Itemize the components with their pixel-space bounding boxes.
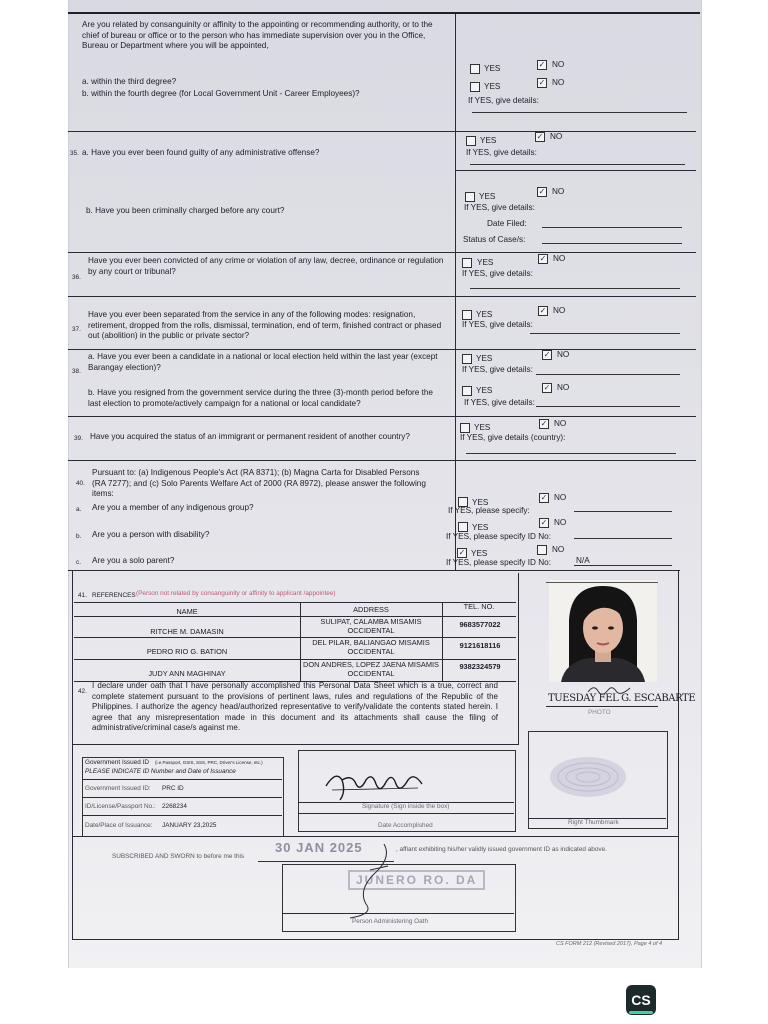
q40b-letter: b. (76, 533, 82, 540)
gov-id-no-label: ID/License/Passport No.: (85, 803, 156, 810)
q34b-no-label: NO (552, 78, 565, 87)
photo-top-line (546, 582, 658, 583)
references-header-bottom (74, 616, 516, 617)
q40b-yes-checkbox[interactable] (458, 522, 468, 532)
q40b-yes-label: YES (472, 523, 489, 532)
photo-label: PHOTO (588, 709, 611, 716)
gov-id-no-value[interactable]: 2268234 (162, 803, 187, 810)
form-footer: CS FORM 212 (Revised 2017), Page 4 of 4 (556, 941, 663, 947)
q38a-yes-label: YES (476, 354, 493, 363)
q34b-yes-label: YES (484, 82, 501, 91)
references-number: 41. (78, 592, 87, 599)
divider (68, 460, 696, 461)
q34b-no-checkbox[interactable]: ✓ (538, 78, 546, 87)
q35b-date-filed-label: Date Filed: (487, 219, 527, 228)
q37-no-checkbox[interactable]: ✓ (539, 306, 547, 315)
declaration-number: 42. (78, 688, 87, 695)
q35b-label: b. Have you been criminally charged before any court? (86, 206, 285, 215)
gov-id-value[interactable]: PRC ID (162, 785, 184, 792)
references-header-address: ADDRESS (353, 605, 389, 614)
reference-name-2: PEDRO RIO G. BATION (146, 647, 228, 656)
top-border (68, 12, 700, 14)
q35b-no-label: NO (552, 187, 565, 196)
divider (68, 252, 696, 253)
reference-name-1: RITCHE M. DAMASIN (150, 627, 224, 636)
q34a-yes-label: YES (484, 64, 501, 73)
reference-tel-3: 9382324579 (459, 662, 501, 671)
references-header-name: NAME (176, 607, 198, 616)
q40b-details-line[interactable] (574, 538, 672, 539)
gov-id-instruction: PLEASE INDICATE ID Number and Date of Issuance (85, 768, 236, 775)
divider (68, 296, 696, 297)
q39-no-label: NO (554, 419, 567, 428)
oath-stamp: JUNERO RO. DA (348, 870, 485, 890)
references-note: (Person not related by consanguinity or affinity to applicant /appointee) (136, 590, 336, 597)
q36-question: Have you ever been convicted of any crime or violation of any law, decree, ordinance or regulation by any court or tribunal? (88, 256, 444, 276)
q34a-no-label: NO (552, 60, 565, 69)
q35-number: 35. (70, 150, 79, 157)
divider (68, 570, 680, 571)
q36-yes-label: YES (477, 258, 494, 267)
q36-number: 36. (72, 274, 81, 281)
q35b-no-checkbox[interactable]: ✓ (538, 187, 546, 196)
q35a-label: a. Have you ever been found guilty of any administrative offense? (82, 148, 320, 157)
q35a-details-label: If YES, give details: (466, 148, 537, 157)
q39-details-label: If YES, give details (country): (460, 433, 566, 442)
q40a-no-label: NO (554, 493, 567, 502)
q37-question: Have you ever been separated from the service in any of the following modes: resignation, retirement, dropped from the rolls, dismissal, termination, end of term, finished contract or phased out (abolition) in the public or private sector? (88, 310, 442, 340)
gov-id-divider (82, 779, 282, 780)
q35b-date-filed-line[interactable] (542, 227, 682, 228)
reference-tel-2: 9121618116 (459, 641, 501, 650)
q35b-yes-checkbox[interactable] (465, 192, 475, 202)
date-accomplished-label: Date Accomplished (378, 822, 433, 829)
thumbprint-icon (546, 752, 630, 802)
oath-label: Person Administering Oath (352, 918, 429, 925)
references-row-divider (74, 659, 516, 660)
q37-details-line[interactable] (530, 333, 680, 334)
q40b-details-label: If YES, please specify ID No: (446, 532, 551, 541)
q35b-status-label: Status of Case/s: (463, 235, 526, 244)
signature-label: Signature (Sign inside the box) (362, 803, 450, 810)
q35a-no-label: NO (550, 132, 563, 141)
q34-question: Are you related by consanguinity or affinity to the appointing or recommending authority, or to the chief of bureau or office or to the person who has immediate supervision over you in the Office, Bureau or Department where you will be appointed, (82, 20, 433, 50)
q35a-no-checkbox[interactable]: ✓ (536, 132, 544, 141)
gov-id-label: Government Issued ID: (85, 785, 151, 792)
q40a-details-line[interactable] (574, 511, 672, 512)
divider (68, 416, 696, 417)
oath-date-stamp: 30 JAN 2025 (275, 840, 363, 855)
q34a-no-checkbox[interactable]: ✓ (538, 60, 546, 69)
q40a-details-label: If YES, please specify: (448, 506, 530, 515)
gov-id-title-note: (i.e.Passport, GSIS, SSS, PRC, Driver's License, etc.) (155, 760, 263, 765)
q38a-yes-checkbox[interactable] (462, 354, 472, 364)
reference-tel-1: 9683577022 (459, 620, 501, 629)
q40b-no-label: NO (554, 518, 567, 527)
divider (68, 131, 696, 132)
q40c-details-line[interactable] (574, 565, 672, 566)
q40c-no-checkbox[interactable] (537, 545, 547, 555)
q40c-letter: c. (76, 559, 81, 566)
q38a-details-line[interactable] (536, 374, 680, 375)
q38b-no-checkbox[interactable]: ✓ (543, 383, 551, 392)
references-title: REFERENCES (92, 592, 136, 599)
reference-address-1: SULIPAT, CALAMBA MISAMIS OCCIDENTAL (320, 617, 422, 635)
q38a-no-checkbox[interactable]: ✓ (543, 350, 551, 359)
q35a-yes-label: YES (480, 136, 497, 145)
q36-details-line[interactable] (470, 288, 680, 289)
q38-number: 38. (72, 368, 81, 375)
q40c-yes-label: YES (471, 549, 488, 558)
oath-top-line (72, 836, 678, 837)
gov-id-divider (82, 815, 282, 816)
q35b-details-label: If YES, give details: (464, 203, 535, 212)
q38b-details-line[interactable] (536, 406, 680, 407)
gov-id-title: Government Issued ID (85, 759, 149, 766)
q34b-label: b. within the fourth degree (for Local Government Unit - Career Employees)? (82, 89, 360, 98)
q38b-no-label: NO (557, 383, 570, 392)
q37-number: 37. (72, 326, 81, 333)
q40-number: 40. (76, 480, 85, 487)
q34-details-line[interactable] (472, 112, 687, 113)
q39-number: 39. (74, 435, 83, 442)
q40a-yes-label: YES (472, 498, 489, 507)
q38a-no-label: NO (557, 350, 570, 359)
oath-signature-icon (344, 840, 394, 920)
q36-details-label: If YES, give details: (462, 269, 533, 278)
q40c-question: Are you a solo parent? (92, 556, 175, 565)
q39-yes-checkbox[interactable] (460, 423, 470, 433)
q37-yes-label: YES (476, 310, 493, 319)
thumbmark-label: Right Thumbmark (568, 819, 619, 826)
gov-id-divider (82, 797, 282, 798)
divider (455, 170, 696, 171)
q38a-question: a. Have you ever been a candidate in a national or local election held within the last year (except Barangay election)? (88, 352, 438, 372)
outer-bottom-border (72, 939, 678, 940)
q34-details-label: If YES, give details: (468, 96, 539, 105)
q38a-details-label: If YES, give details: (462, 365, 533, 374)
declaration-text: I declare under oath that I have personally accomplished this Personal Data Sheet which is a true, correct and complete statement pursuant to the provisions of pertinent laws, rules and regulations of the Republic of the Philippines. I authorize the agency head/authorized representative to verify/validate the contents stated herein. I agree that any misrepresentation made in this document and its attachments shall cause the filing of administrative/criminal case/s against me. (92, 681, 498, 732)
q39-no-checkbox[interactable]: ✓ (540, 419, 548, 428)
oath-affiant: , affiant exhibiting his/her validly issued government ID as indicated above. (396, 846, 607, 853)
photo-name: TUESDAY FEL G. ESCABARTE (548, 693, 696, 704)
answer-column-divider (455, 14, 456, 570)
references-row-divider (74, 637, 516, 638)
q40a-no-checkbox[interactable]: ✓ (540, 493, 548, 502)
q34a-yes-checkbox[interactable] (470, 64, 480, 74)
q38b-details-label: If YES, give details: (464, 398, 535, 407)
q40c-details-label: If YES, please specify ID No: (446, 558, 551, 567)
q36-no-label: NO (553, 254, 566, 263)
applicant-photo (549, 580, 657, 682)
q38b-yes-label: YES (476, 386, 493, 395)
declaration-bottom (72, 744, 518, 745)
q39-question: Have you acquired the status of an immigrant or permanent resident of another country? (90, 432, 410, 441)
q35b-yes-label: YES (479, 192, 496, 201)
q35b-status-line[interactable] (542, 243, 682, 244)
gov-id-date-label: Date/Place of Issuance: (85, 822, 153, 829)
oath-subscribed: SUBSCRIBED AND SWORN to before me this (112, 853, 245, 860)
photo-signature-icon (586, 682, 634, 696)
q35a-details-line[interactable] (470, 164, 685, 165)
q34b-yes-checkbox[interactable] (470, 82, 480, 92)
signature-divider (298, 813, 514, 814)
q37-no-label: NO (553, 306, 566, 315)
q40b-no-checkbox[interactable]: ✓ (540, 518, 548, 527)
q39-yes-label: YES (474, 423, 491, 432)
gov-id-date-value[interactable]: JANUARY 23,2025 (162, 822, 217, 829)
q38b-question: b. Have you resigned from the government service during the three (3)-month period before the last election to promote/actively campaign for a national or local candidate? (88, 388, 433, 408)
references-header-tel: TEL. NO. (463, 602, 495, 611)
reference-name-3: JUDY ANN MAGHINAY (148, 669, 226, 678)
divider (68, 349, 696, 350)
q40a-letter: a. (76, 506, 82, 513)
reference-address-2: DEL PILAR, BALIANGAO MISAMIS OCCIDENTAL (312, 638, 430, 656)
oath-line (282, 913, 514, 914)
outer-right-border (678, 570, 679, 940)
references-right-border (518, 573, 519, 745)
q39-details-line[interactable] (466, 453, 676, 454)
reference-address-3: DON ANDRES, LOPEZ JAENA MISAMIS OCCIDENTAL (303, 660, 439, 678)
q36-yes-checkbox[interactable] (462, 258, 472, 268)
q34a-label: a. within the third degree? (82, 77, 177, 86)
signature-icon (322, 766, 432, 804)
q37-yes-checkbox[interactable] (462, 310, 472, 320)
outer-left-border (72, 570, 73, 940)
q38b-yes-checkbox[interactable] (462, 386, 472, 396)
q40c-details-value: N/A (576, 556, 590, 565)
q40b-question: Are you a person with disability? (92, 530, 210, 539)
photo-name-line (546, 706, 658, 707)
q36-no-checkbox[interactable]: ✓ (539, 254, 547, 263)
q35a-yes-checkbox[interactable] (466, 136, 476, 146)
q40c-no-label: NO (552, 545, 565, 554)
q40-question: Pursuant to: (a) Indigenous People's Act (RA 8371); (b) Magna Carta for Disabled Persons (RA 7277); and (c) Solo Parents Welfare Act of 2000 (RA 8972), please answer the following items: (92, 468, 426, 498)
q37-details-label: If YES, give details: (462, 320, 533, 329)
q40c-yes-checkbox[interactable]: ✓ (458, 548, 466, 557)
q40a-question: Are you a member of any indigenous group? (92, 503, 254, 512)
app-logo-icon[interactable]: CS (626, 985, 656, 1015)
references-col-divider (300, 602, 301, 682)
